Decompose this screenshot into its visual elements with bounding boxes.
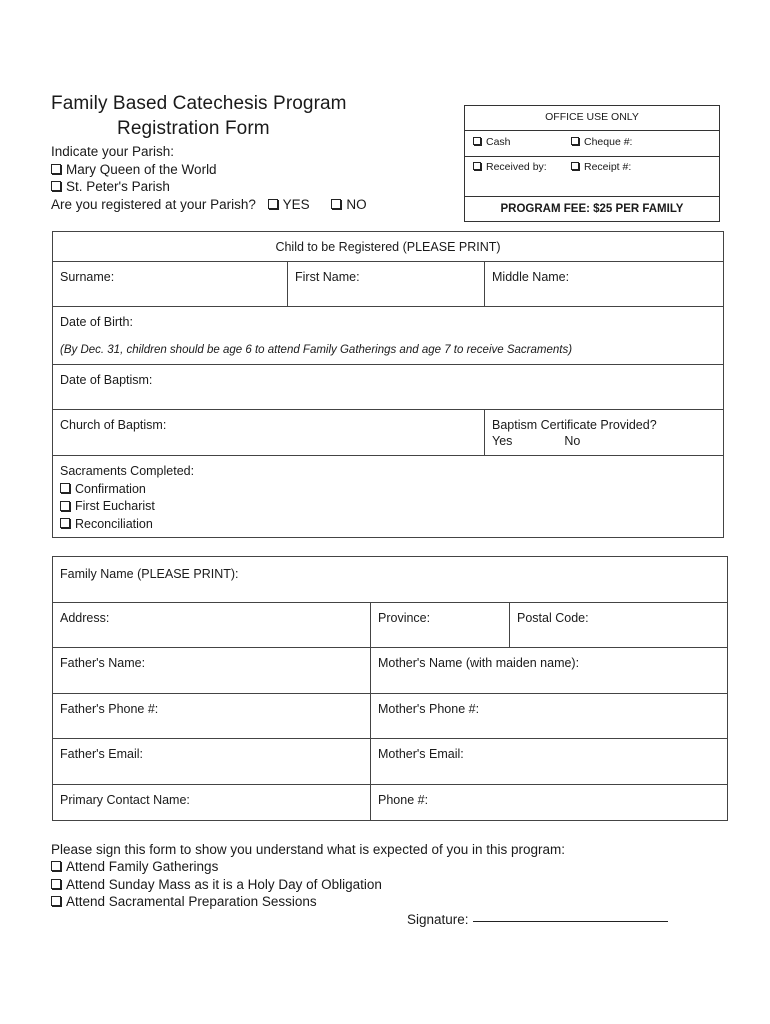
office-cheque[interactable] xyxy=(571,136,632,148)
registered-no-option[interactable] xyxy=(331,197,366,212)
sacrament-reconciliation[interactable] xyxy=(60,516,716,534)
mother-phone-label: Mother's Phone #: xyxy=(378,702,480,716)
parish-option-label: Mary Queen of the World xyxy=(66,162,217,177)
family-name-label: Family Name (PLEASE PRINT): xyxy=(60,567,239,581)
dob-label: Date of Birth: xyxy=(60,315,133,329)
commitment-sacramental-sessions[interactable] xyxy=(51,893,317,911)
registered-question: Are you registered at your Parish? xyxy=(51,197,256,212)
checkbox-icon[interactable] xyxy=(51,879,61,889)
office-cash-label: Cash xyxy=(486,136,511,148)
certificate-question: Baptism Certificate Provided? xyxy=(492,418,657,432)
father-name-field[interactable] xyxy=(53,648,371,694)
signature-line[interactable] xyxy=(473,921,668,922)
first-name-field[interactable] xyxy=(288,262,485,307)
primary-contact-field[interactable] xyxy=(53,785,371,821)
parish-prompt: Indicate your Parish: xyxy=(51,144,175,159)
checkbox-icon[interactable] xyxy=(60,483,70,493)
form-title-line1: Family Based Catechesis Program xyxy=(51,93,347,114)
signature-label: Signature: xyxy=(407,912,469,927)
commitment-label: Attend Family Gatherings xyxy=(66,859,219,874)
checkbox-icon[interactable] xyxy=(473,162,481,170)
program-fee: PROGRAM FEE: $25 PER FAMILY xyxy=(500,203,684,215)
sacrament-label: First Eucharist xyxy=(75,499,155,513)
checkbox-icon[interactable] xyxy=(571,137,579,145)
checkbox-icon[interactable] xyxy=(51,164,61,174)
commitment-label: Attend Sunday Mass as it is a Holy Day of Obligation xyxy=(66,877,382,892)
cert-no-option[interactable]: No xyxy=(564,434,581,448)
postal-code-field[interactable] xyxy=(510,603,728,648)
form-title-line2: Registration Form xyxy=(117,118,270,139)
office-cash[interactable] xyxy=(473,136,511,148)
address-field[interactable] xyxy=(53,603,371,648)
middle-name-label: Middle Name: xyxy=(492,270,570,284)
commitment-sunday-mass[interactable] xyxy=(51,876,382,894)
office-received-by[interactable] xyxy=(473,161,547,173)
father-phone-label: Father's Phone #: xyxy=(60,702,159,716)
mother-name-field[interactable] xyxy=(371,648,728,694)
postal-code-label: Postal Code: xyxy=(517,611,589,625)
registered-yes-option[interactable] xyxy=(268,197,310,212)
dob-note: (By Dec. 31, children should be age 6 to attend Family Gatherings and age 7 to receive Sacraments) xyxy=(60,344,573,356)
sacrament-label: Confirmation xyxy=(75,481,146,496)
mother-email-field[interactable] xyxy=(371,739,728,785)
province-label: Province: xyxy=(378,611,431,625)
signature-field[interactable] xyxy=(407,911,668,929)
office-received-label: Received by: xyxy=(486,161,547,173)
middle-name-field[interactable] xyxy=(485,262,724,307)
office-cheque-label: Cheque #: xyxy=(584,136,633,148)
child-heading-cell xyxy=(53,232,724,262)
address-label: Address: xyxy=(60,611,110,625)
parish-option-label: St. Peter's Parish xyxy=(66,179,170,194)
mother-email-label: Mother's Email: xyxy=(378,747,464,761)
registered-question-row xyxy=(51,196,367,214)
checkbox-icon[interactable] xyxy=(473,137,481,145)
contact-phone-field[interactable] xyxy=(371,785,728,821)
no-label: NO xyxy=(346,197,367,212)
mother-phone-field[interactable] xyxy=(371,694,728,739)
sacraments-label: Sacraments Completed: xyxy=(60,464,195,478)
baptism-date-label: Date of Baptism: xyxy=(60,373,153,387)
first-name-label: First Name: xyxy=(295,270,360,284)
checkbox-icon[interactable] xyxy=(60,518,70,528)
checkbox-icon[interactable] xyxy=(51,181,61,191)
office-received-row xyxy=(465,156,719,197)
sacrament-confirmation[interactable] xyxy=(60,481,716,499)
sacrament-first-eucharist[interactable] xyxy=(60,498,716,516)
family-information-table xyxy=(52,556,728,821)
surname-field[interactable] xyxy=(53,262,288,307)
parish-option-mary[interactable] xyxy=(51,161,217,179)
child-registration-table xyxy=(52,231,724,538)
yes-label: YES xyxy=(282,197,310,212)
province-field[interactable] xyxy=(371,603,510,648)
cert-yes-option[interactable]: Yes xyxy=(492,434,513,448)
checkbox-icon[interactable] xyxy=(51,896,61,906)
family-name-field[interactable] xyxy=(53,557,728,603)
parish-option-peter[interactable] xyxy=(51,178,170,196)
commitment-label: Attend Sacramental Preparation Sessions xyxy=(66,894,317,909)
date-of-birth-field[interactable] xyxy=(53,307,724,365)
commitment-family-gatherings[interactable] xyxy=(51,858,218,876)
father-phone-field[interactable] xyxy=(53,694,371,739)
father-email-label: Father's Email: xyxy=(60,747,143,761)
checkbox-icon[interactable] xyxy=(60,501,70,511)
checkbox-icon[interactable] xyxy=(51,861,61,871)
father-email-field[interactable] xyxy=(53,739,371,785)
checkbox-icon[interactable] xyxy=(331,199,341,209)
office-receipt-label: Receipt #: xyxy=(584,161,632,173)
office-title: OFFICE USE ONLY xyxy=(465,106,719,131)
sign-instruction: Please sign this form to show you understand what is expected of you in this program: xyxy=(51,842,566,857)
contact-phone-label: Phone #: xyxy=(378,793,429,807)
surname-label: Surname: xyxy=(60,270,115,284)
baptism-church-label: Church of Baptism: xyxy=(60,418,167,432)
office-receipt[interactable] xyxy=(571,161,631,173)
mother-name-label: Mother's Name (with maiden name): xyxy=(378,656,580,670)
office-payment-row xyxy=(465,130,719,157)
office-use-box xyxy=(464,105,720,222)
primary-contact-label: Primary Contact Name: xyxy=(60,793,190,807)
father-name-label: Father's Name: xyxy=(60,656,146,670)
sacraments-field xyxy=(53,456,724,538)
checkbox-icon[interactable] xyxy=(571,162,579,170)
child-heading: Child to be Registered (PLEASE PRINT) xyxy=(275,240,501,254)
sacrament-label: Reconciliation xyxy=(75,516,153,531)
date-of-baptism-field[interactable] xyxy=(53,365,724,410)
checkbox-icon[interactable] xyxy=(268,199,278,209)
church-of-baptism-field[interactable] xyxy=(53,410,485,456)
certificate-provided-field[interactable] xyxy=(485,410,724,456)
